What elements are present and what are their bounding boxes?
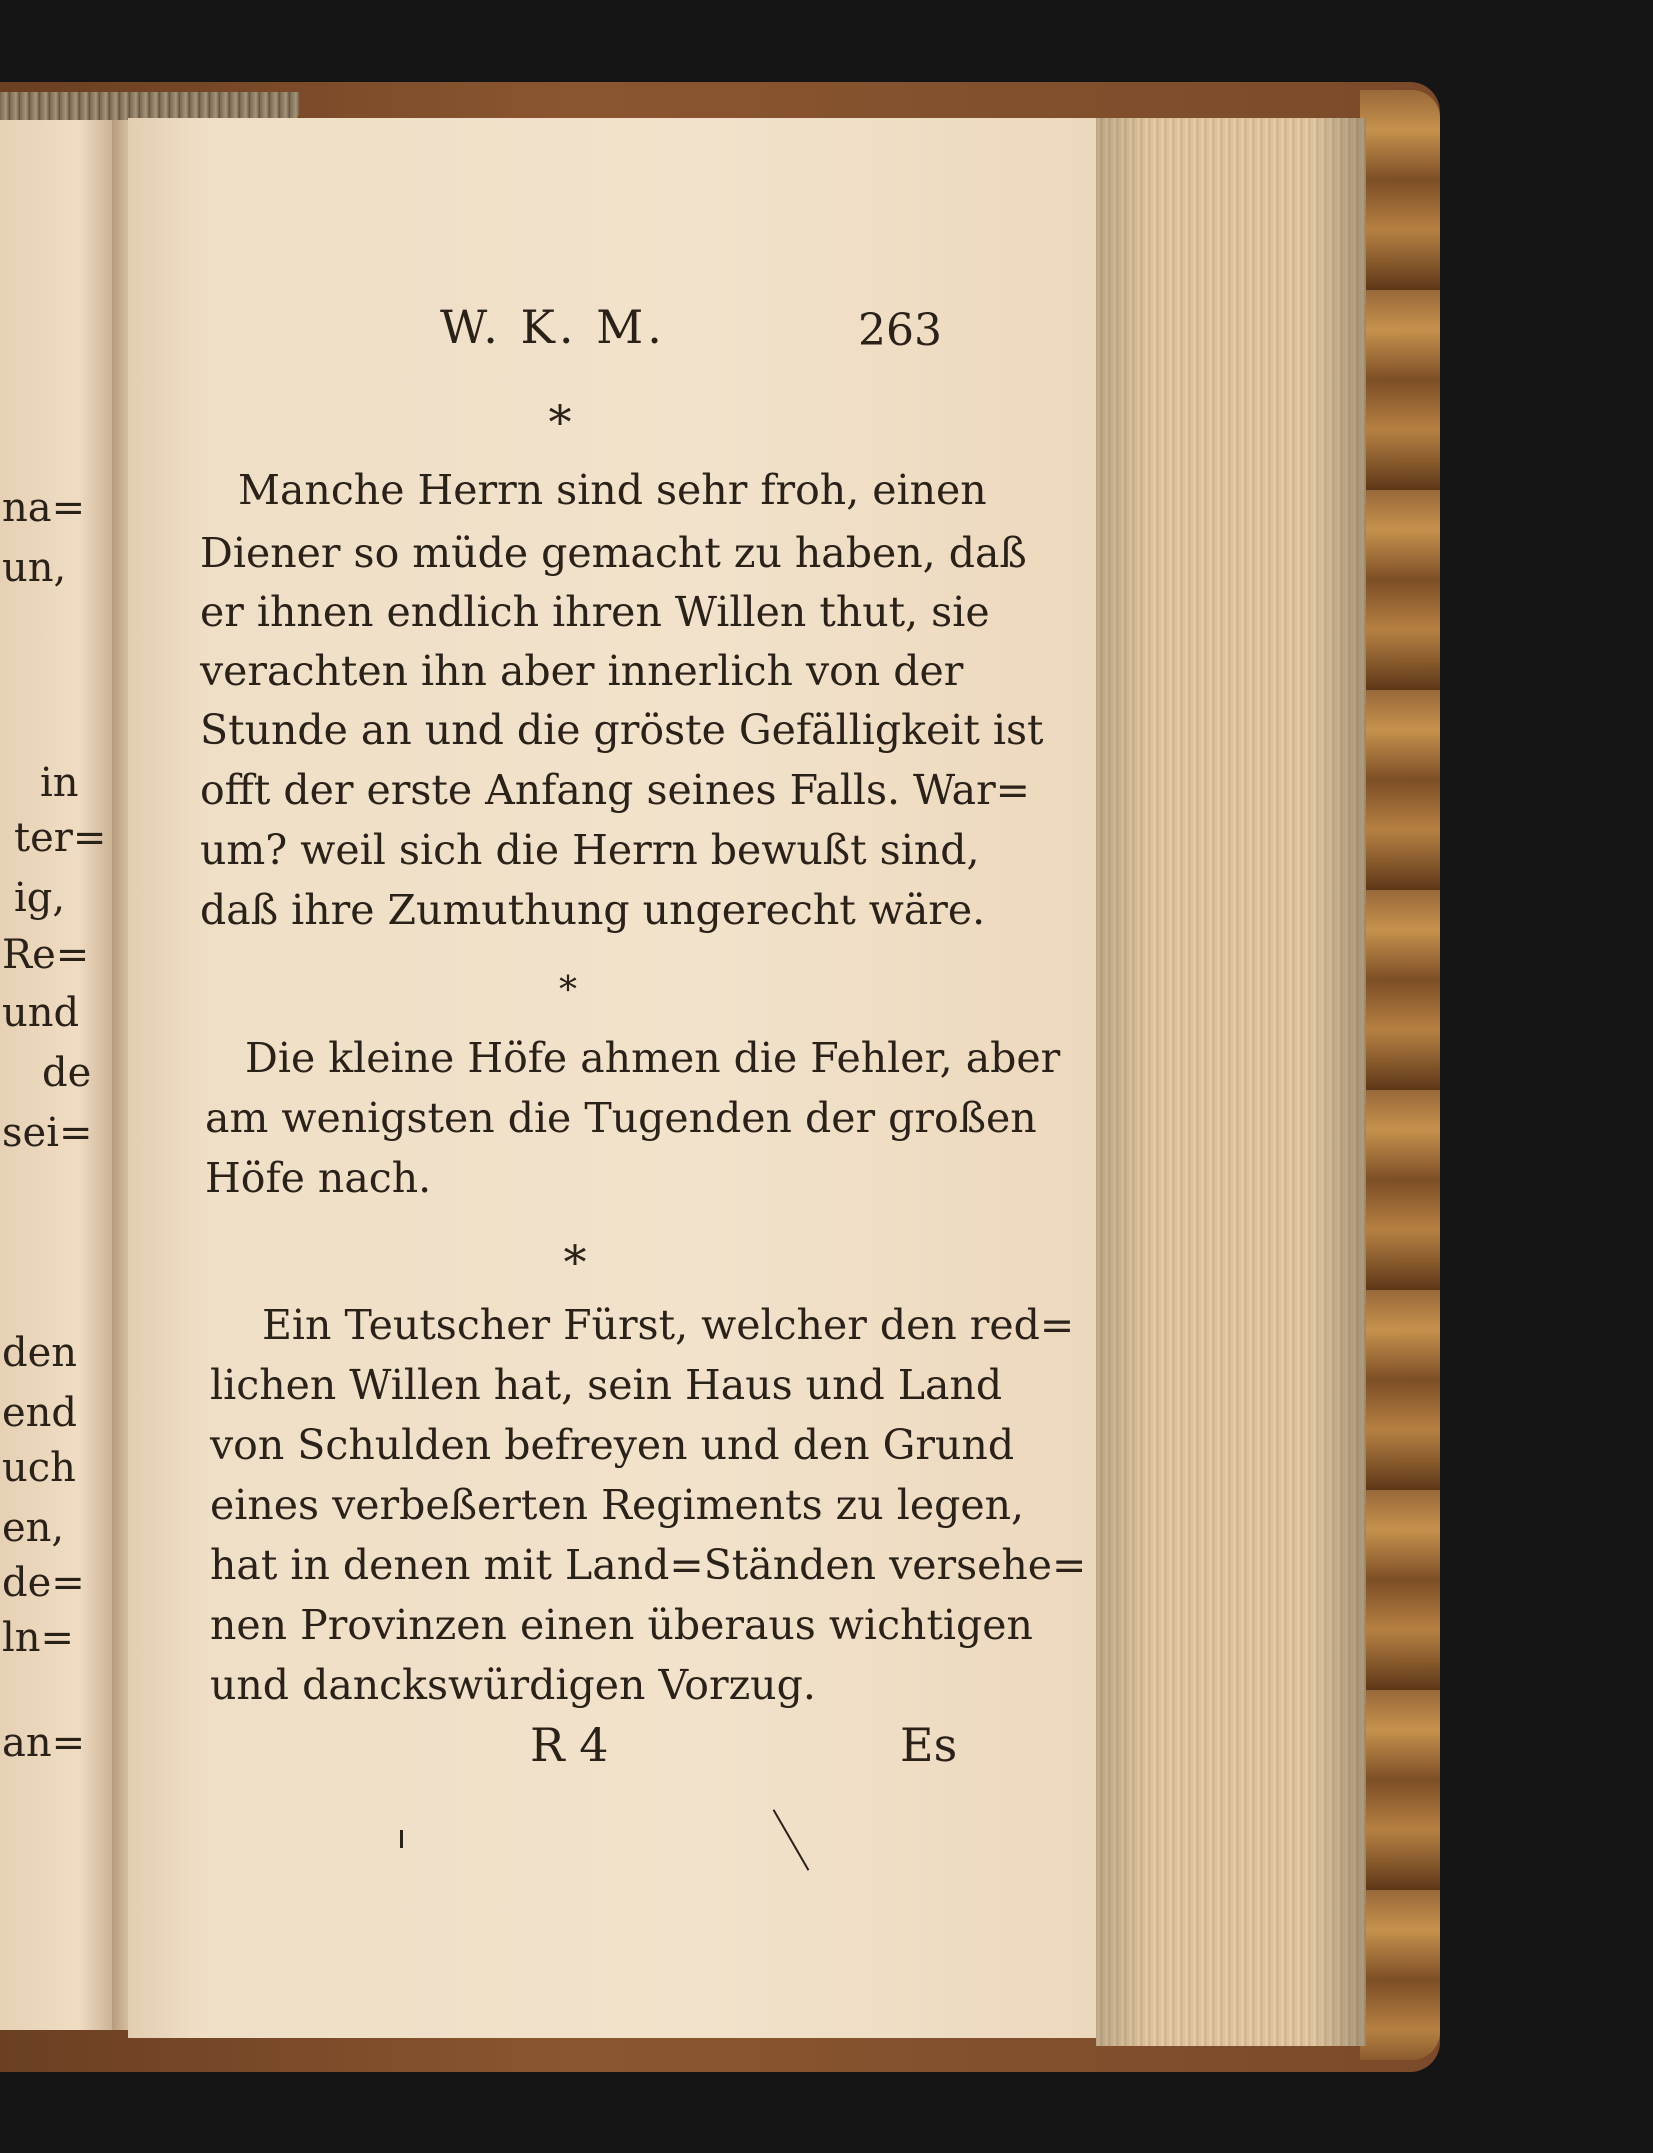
- page-block-shade: [1096, 118, 1366, 2046]
- paragraph-3-line: lichen Willen hat, sein Haus und Land: [210, 1361, 1003, 1409]
- paragraph-1-line: um? weil sich die Herrn bewußt sind,: [200, 826, 980, 874]
- left-page-fragment: uch: [2, 1445, 76, 1491]
- signature-mark: R 4: [530, 1718, 609, 1772]
- left-page-fragment: en,: [2, 1505, 65, 1551]
- paragraph-3-line: Ein Teutscher Fürst, welcher den red=: [262, 1301, 1075, 1349]
- left-page-fragment: un,: [2, 545, 67, 591]
- paragraph-1-line: er ihnen endlich ihren Willen thut, sie: [200, 588, 990, 636]
- section-asterisk: *: [559, 970, 577, 1011]
- paragraph-1-line: Diener so müde gemacht zu haben, daß: [200, 529, 1027, 577]
- marbled-cover-edge: [1360, 90, 1440, 2060]
- section-asterisk: *: [548, 395, 572, 449]
- page-number: 263: [858, 305, 942, 356]
- paragraph-1-line: Stunde an und die gröste Gefälligkeit ist: [200, 706, 1044, 754]
- left-page-fragment: end: [2, 1390, 78, 1436]
- running-header-ornament: W. K. M.: [440, 300, 666, 354]
- left-page-fragment: an=: [2, 1720, 86, 1766]
- paragraph-3-line: nen Provinzen einen überaus wichtigen: [210, 1601, 1033, 1649]
- left-page-fragment: in: [40, 760, 79, 806]
- paragraph-1-line: daß ihre Zumuthung ungerecht wäre.: [200, 886, 986, 934]
- paragraph-2-line: Die kleine Höfe ahmen die Fehler, aber: [245, 1034, 1061, 1082]
- ink-speck: [400, 1830, 403, 1848]
- left-page-fragment: na=: [2, 485, 86, 531]
- paragraph-1-line: Manche Herrn sind sehr froh, einen: [238, 466, 987, 514]
- left-page-fragment: Re=: [2, 932, 90, 978]
- section-asterisk: *: [563, 1235, 587, 1289]
- left-page-fragment: den: [2, 1330, 78, 1376]
- paragraph-2-line: Höfe nach.: [205, 1154, 432, 1202]
- paragraph-2-line: am wenigsten die Tugenden der großen: [205, 1094, 1037, 1142]
- left-page-fragment: und: [2, 990, 80, 1036]
- left-page-fragment: ln=: [2, 1615, 75, 1661]
- paragraph-1-line: verachten ihn aber innerlich von der: [200, 647, 964, 695]
- left-page: [0, 120, 112, 2030]
- left-page-fragment: de=: [2, 1560, 85, 1606]
- left-page-fragment: sei=: [2, 1110, 93, 1156]
- paragraph-3-line: und danckswürdigen Vorzug.: [210, 1661, 816, 1709]
- paragraph-3-line: hat in denen mit Land=Ständen versehe=: [210, 1541, 1087, 1589]
- left-page-fragment: ig,: [14, 875, 66, 921]
- paragraph-3-line: eines verbeßerten Regiments zu legen,: [210, 1481, 1025, 1529]
- paragraph-1-line: offt der erste Anfang seines Falls. War=: [200, 766, 1031, 814]
- left-page-fragment: ter=: [14, 815, 107, 861]
- catchword: Es: [900, 1718, 958, 1772]
- left-page-fragment: de: [42, 1050, 92, 1096]
- paragraph-3-line: von Schulden befreyen und den Grund: [210, 1421, 1015, 1469]
